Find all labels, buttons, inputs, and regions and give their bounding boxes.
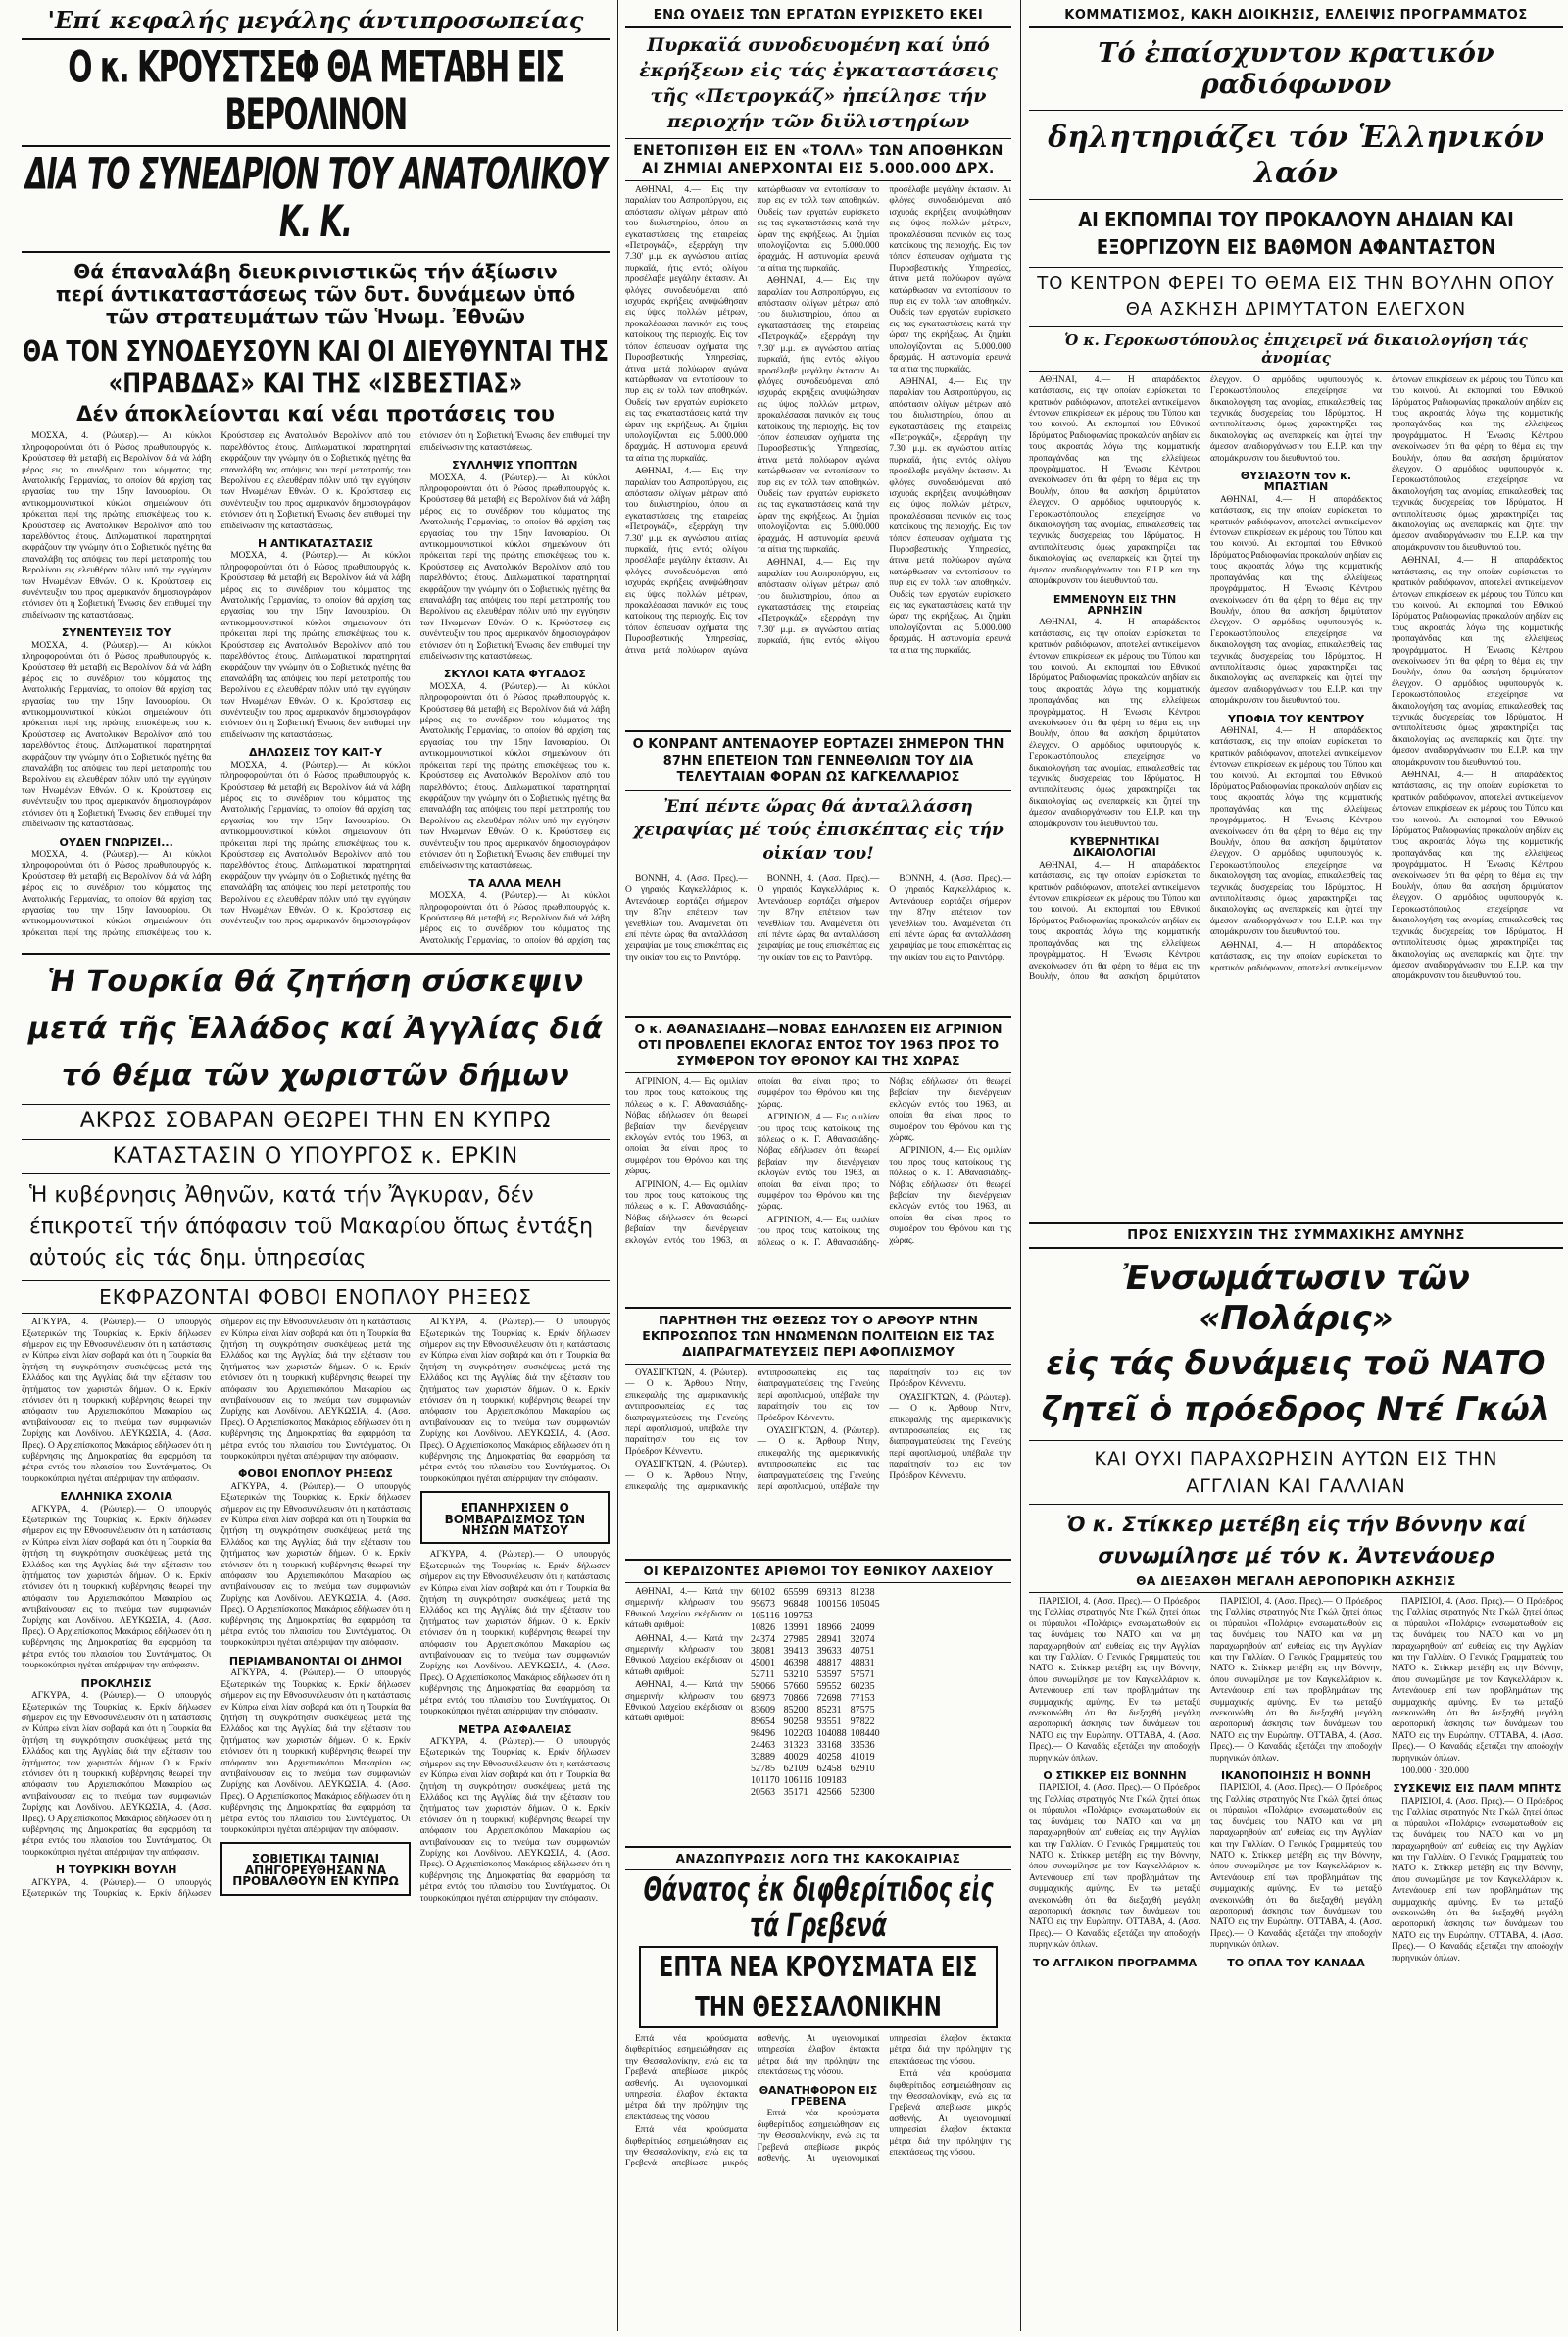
col1-subhead: Η ΤΟΥΡΚΙΚΗ ΒΟΥΛΗ — [55, 1864, 177, 1877]
col1-story-1-body-e: ΜΟΣΧΑ, 4. (Ρώυτερ).— Αι κύκλοι πληροφορούνται ότι ό Ρώσος πρωθυπουργός κ. Κρούστσεφ θά μεταβή εις Βερολίνον διά νά λάβη μέρος εις το συνέδριον του κόμματος της Ανατολικής Γερμανίας, το οποίον θά αρχίση τας εργασίας του την 15ην Ιανουαρίου. Οι αντικομμουνιστικοί κύκλοι σημειώνουν ότι πρόκειται περί της πρώτης επισκέψεως του κ. Κρούστσεφ εις Ανατολικόν Βερολίνον από του παρελθόντος έτους. Διπλωματικοί παρατηρηταί εκφράζουν την γνώμην ότι ο Σοβιετικός ηγέτης θα επαναλάβη τας απόψεις του περί μετατροπής του Βερολίνου εις ελευθέραν πόλιν υπό την εγγύησιν των Ηνωμένων Εθνών. Ο κ. Κρούστσεφ εις συνέντευξιν του προς αμερικανόν δημοσιογράφον ετόνισεν ότι η Σοβιετική Ένωσις δεν επιθυμεί την επιδείνωσιν της καταστάσεως. — [220, 431, 610, 927]
col3-headline-nato: εἰς τάς δυνάμεις τοῦ ΝΑΤΟ — [1046, 1344, 1546, 1384]
col1-story-1-body-d: ΜΟΣΧΑ, 4. (Ρώυτερ).— Αι κύκλοι πληροφορούνται ότι ό Ρώσος πρωθυπουργός κ. Κρούστσεφ θά μεταβή εις Βερολίνον διά νά λάβη μέρος εις το συνέδριον του κόμματος της Ανατολικής Γερμανίας, το οποίον θά αρχίση τας εργασίας του την 15ην Ιανουαρίου. Οι αντικομμουνιστικοί κύκλοι σημειώνουν ότι πρόκειται περί της πρώτης επισκέψεως του κ. Κρούστσεφ εις Ανατολικόν Βερολίνον από του παρελθόντος έτους. Διπλωματικοί παρατηρηταί εκφράζουν την γνώμην ότι ο Σοβιετικός ηγέτης θα επαναλάβη τας απόψεις του περί μετατροπής του Βερολίνου εις ελευθέραν πόλιν υπό την εγγύησιν των Ηνωμένων Εθνών. Ο κ. Κρούστσεφ εις συνέντευξιν του προς αμερικανόν δημοσιογράφον ετόνισεν ότι η Σοβιετική Ένωσις δεν επιθυμεί την επιδείνωσιν της καταστάσεως. — [220, 551, 411, 740]
lottery-row — [751, 1716, 884, 1728]
col1-kicker: 'Επί κεφαλής μεγάλης άντιπροσωπείας — [47, 6, 584, 34]
lottery-number: 24374 — [751, 1634, 775, 1645]
lottery-number: 108440 — [850, 1728, 880, 1739]
lottery-row — [751, 1764, 884, 1775]
col1-subhead: ΟΥΔΕΝ ΓΝΩΡΙΖΕΙ... — [59, 835, 173, 849]
col2-story-agrinion — [625, 1077, 1011, 1303]
col1-story-1-body: ΜΟΣΧΑ, 4. (Ρώυτερ).— Αι κύκλοι πληροφορούνται ότι ό Ρώσος πρωθυπουργός κ. Κρούστσεφ θά μεταβή εις Βερολίνον διά νά λάβη μέρος εις το συνέδριον του κόμματος της Ανατολικής Γερμανίας, το οποίον θά αρχίση τας εργασίας του την 15ην Ιανουαρίου. Οι αντικομμουνιστικοί κύκλοι σημειώνουν ότι πρόκειται περί της πρώτης επισκέψεως του κ. Κρούστσεφ εις Ανατολικόν Βερολίνον από του παρελθόντος έτους. Διπλωματικοί παρατηρηταί εκφράζουν την γνώμην ότι ο Σοβιετικός ηγέτης θα επαναλάβη τας απόψεις του περί μετατροπής του Βερολίνου εις ελευθέραν πόλιν υπό την εγγύησιν των Ηνωμένων Εθνών. Ο κ. Κρούστσεφ εις συνέντευξιν του προς αμερικανόν δημοσιογράφον ετόνισεν ότι η Σοβιετική Ένωσις δεν επιθυμεί την επιδείνωσιν της καταστάσεως. — [22, 431, 212, 621]
col2-lottery-intro-text: ΑΘΗΝΑΙ, 4.— Κατά την σημερινήν κλήρωσιν του Εθνικού Λαχείου εκέρδισαν οι κάτωθι αριθμοί: — [625, 1587, 743, 1631]
lottery-number: 42566 — [816, 1787, 842, 1798]
lottery-number: 60235 — [850, 1681, 875, 1692]
lottery-number: 62458 — [816, 1764, 842, 1774]
lottery-number: 10826 — [751, 1622, 775, 1633]
lottery-number: 53210 — [783, 1669, 808, 1680]
col2-story-agrinion-body-d: ΑΓΡΙΝΙΟΝ, 4.— Εις ομιλίαν του προς τους κατοίκους της πόλεως ο κ. Γ. Αθανασιάδης-Νόβας εδήλωσεν ότι θεωρεί βεβαίαν την διενέργειαν εκλογών εντός του 1963, αι οποίαι θα είναι προς το συμφέρον του Θρόνου και της χώρας. — [757, 1077, 1011, 1248]
lottery-number: 39633 — [816, 1646, 842, 1657]
lottery-number: 20563 — [751, 1787, 775, 1798]
col2-kicker-2: ΑΝΑΖΩΠΥΡΩΣΙΣ ΛΟΓΩ ΤΗΣ ΚΑΚΟΚΑΙΡΙΑΣ — [675, 1852, 961, 1865]
col3-story-radio-body-g: ΑΘΗΝΑΙ, 4.— Η απαράδεκτος κατάστασις, εις την οποίαν ευρίσκεται το κρατικόν ραδιόφωνον, αποτελεί αντικείμενον έντονων επικρίσεων εκ μέρους του Τύπου και του κοινού. Αι εκπομπαί του Εθνικού Ιδρύματος Ραδιοφωνίας προκαλούν αηδίαν εις τους ακροατάς λόγω της κομματικής προπαγάνδας και της ελλείψεως προγράμματος. Η Ένωσις Κέντρου ανεκοίνωσεν ότι θα φέρη το θέμα εις την Βουλήν, όπου θα ασκήση δριμύτατον έλεγχον. Ο αρμόδιος υφυπουργός κ. Γεροκωστόπουλος επεχείρησε να δικαιολογήση τας ανομίας, επικαλεσθείς τας τεχνικάς δυσχερείας του Ιδρύματος. Η αντιπολίτευσις όμως χαρακτηρίζει τας δικαιολογίας ως ανεπαρκείς και ζητεί την άμεσον αναδιοργάνωσιν του Ε.Ι.Ρ. και την απομάκρυνσιν του διευθυντού του. — [1392, 556, 1563, 768]
col1-story-2-body-h: ΑΓΚΥΡΑ, 4. (Ρώυτερ).— Ο υπουργός Εξωτερικών της Τουρκίας κ. Ερκίν δήλωσεν σήμερον εις την Εθνοσυνέλευσιν ότι η κατάστασις εν Κύπρω είναι λίαν σοβαρά και ότι η Τουρκία θα ζητήση τη συγκρότησιν συσκέψεως μετά της Ελλάδος και της Αγγλίας διά την εξέτασιν του ζητήματος των χωριστών δήμων. Ο κ. Ερκίν ετόνισεν ότι η τουρκική κυβέρνησις θεωρεί την απόφασιν του Αρχιεπισκόπου Μακαρίου ως αντιβαίνουσαν εις το πνεύμα των συμφωνιών Ζυρίχης και Λονδίνου. ΛΕΥΚΩΣΙΑ, 4. (Ασσ. Πρες). Ο Αρχιεπίσκοπος Μακάριος εδήλωσεν ότι η κυβέρνησις της Δημοκρατίας θα εφαρμόση τα μέτρα εντός του πλαισίου του Συντάγματος. Οι τουρκοκύπριοι ηγέται απέρριψαν την απόφασιν. — [419, 1550, 610, 1717]
col1-subhead: ΣΥΝΕΝΤΕΥΞΙΣ ΤΟΥ — [61, 626, 172, 640]
col1-bombing-box — [420, 1491, 610, 1544]
col3-deck-6: ΘΑ ΔΙΕΞΑΧΘΗ ΜΕΓΑΛΗ ΑΕΡΟΠΟΡΙΚΗ ΑΣΚΗΣΙΣ — [1136, 1573, 1456, 1588]
lottery-number: 39413 — [783, 1646, 808, 1657]
col2-story-adenauer-body-b: ΒΟΝΝΗ, 4. (Ασσ. Πρες).— Ο γηραιός Καγκελλάριος κ. Αντενάουερ εορτάζει σήμερον την 87ην επέτειον των γενεθλίων του. Αναμένεται ότι επί πέντε ώρας θα ανταλλάσση χειραψίας με τους επισκέπτας εις την οικίαν του εις το Ραιντόρφ. — [757, 874, 880, 963]
column-middle — [625, 0, 1011, 2331]
lottery-number: 109183 — [816, 1775, 847, 1786]
col2-headline-cases: ΕΠΤΑ ΝΕΑ ΚΡΟΥΣΜΑΤΑ ΕΙΣ ΤΗΝ ΘΕΣΣΑΛΟΝΙΚΗΝ — [659, 1950, 978, 2024]
lottery-number: 28941 — [816, 1634, 842, 1645]
col3-story-radio-body-e: ΑΘΗΝΑΙ, 4.— Η απαράδεκτος κατάστασις, εις την οποίαν ευρίσκεται το κρατικόν ραδιόφωνον, αποτελεί αντικείμενον έντονων επικρίσεων εκ μέρους του Τύπου και του κοινού. Αι εκπομπαί του Εθνικού Ιδρύματος Ραδιοφωνίας προκαλούν αηδίαν εις τους ακροατάς λόγω της κομματικής προπαγάνδας και της ελλείψεως προγράμματος. Η Ένωσις Κέντρου ανεκοίνωσεν ότι θα φέρη το θέμα εις την Βουλήν, όπου θα ασκήση δριμύτατον έλεγχον. Ο αρμόδιος υφυπουργός κ. Γεροκωστόπουλος επεχείρησε να δικαιολογήση τας ανομίας, επικαλεσθείς τας τεχνικάς δυσχερείας του Ιδρύματος. Η αντιπολίτευσις όμως χαρακτηρίζει τας δικαιολογίας ως ανεπαρκείς και ζητεί την άμεσον αναδιοργάνωσιν του Ε.Ι.Ρ. και την απομάκρυνσιν του διευθυντού του. — [1210, 725, 1382, 938]
col2-story-agrinion-body-c: ΑΓΡΙΝΙΟΝ, 4.— Εις ομιλίαν του προς τους κατοίκους της πόλεως ο κ. Γ. Αθανασιάδης-Νόβας εδήλωσεν ότι θεωρεί βεβαίαν την διενέργειαν εκλογών εντός του 1963, αι οποίαι θα είναι προς το συμφέρον του Θρόνου και της χώρας. — [757, 1113, 880, 1213]
lottery-number: 40258 — [816, 1752, 842, 1763]
col1-subhead: ΔΗΛΩΣΕΙΣ ΤΟΥ ΚΑΙΤ-Υ — [249, 746, 382, 760]
col2-story-dean-body: ΟΥΑΣΙΓΚΤΩΝ, 4. (Ρώυτερ).— Ο κ. Άρθουρ Ντην, επικεφαλής της αμερικανικής αντιπροσωπείας εις τας διαπραγματεύσεις της Γενεύης περί αφοπλισμού, υπέβαλε την παραίτησίν του εις τον Πρόεδρον Κέννεντυ. — [625, 1368, 748, 1457]
lottery-row — [751, 1611, 884, 1622]
col1-subhead: ΣΥΛΛΗΨΙΣ ΥΠΟΠΤΩΝ — [452, 459, 578, 472]
lottery-row — [751, 1622, 884, 1634]
col3-story-nato — [1029, 1597, 1563, 2112]
col1-deck-2: ΘΑ ΤΟΝ ΣΥΝΟΔΕΥΣΟΥΝ ΚΑΙ ΟΙ ΔΙΕΥΘΥΝΤΑΙ ΤΗΣ «ΠΡΑΒΔΑΣ» ΚΑΙ ΤΗΣ «ΙΣΒΕΣΤΙΑΣ» — [23, 334, 609, 399]
col3-kicker-2: ΠΡΟΣ ΕΝΙΣΧΥΣΙΝ ΤΗΣ ΣΥΜΜΑΧΙΚΗΣ ΑΜΥΝΗΣ — [1127, 1227, 1465, 1243]
col3-stat-numbers: 100.000 · 320.000 — [1401, 1766, 1469, 1777]
col2-story-diphtheria-body: Επτά νέα κρούσματα διφθερίτιδος εσημειώθησαν εις την Θεσσαλονίκην, ενώ εις τα Γρεβενά απεβίωσε μικρός ασθενής. Αι υγειονομικαί υπηρεσίαι έλαβον έκτακτα μέτρα διά την πρόληψιν της επεκτάσεως της νόσου. — [625, 2034, 748, 2122]
lottery-number: 62109 — [783, 1764, 808, 1774]
lottery-number: 81238 — [850, 1587, 875, 1598]
lottery-number: 85231 — [816, 1705, 842, 1715]
lottery-number: 96848 — [783, 1599, 808, 1610]
col1-story-2-body-d: ΑΓΚΥΡΑ, 4. (Ρώυτερ).— Ο υπουργός Εξωτερικών της Τουρκίας κ. Ερκίν δήλωσεν σήμερον εις την Εθνοσυνέλευσιν ότι η κατάστασις εν Κύπρω είναι λίαν σοβαρά και ότι η Τουρκία θα ζητήση τη συγκρότησιν συσκέψεως μετά της Ελλάδος και της Αγγλίας διά την εξέτασιν του ζητήματος των χωριστών δήμων. Ο κ. Ερκίν ετόνισεν ότι η τουρκική κυβέρνησις θεωρεί την απόφασιν του Αρχιεπισκόπου Μακαρίου ως αντιβαίνουσαν εις το πνεύμα των συμφωνιών Ζυρίχης και Λονδίνου. ΛΕΥΚΩΣΙΑ, 4. (Ασσ. Πρες). Ο Αρχιεπίσκοπος Μακάριος εδήλωσεν ότι η κυβέρνησις της Δημοκρατίας θα εφαρμόση τα μέτρα εντός του πλαισίου του Συντάγματος. Οι τουρκοκύπριοι ηγέται απέρριψαν την απόφασιν. — [22, 1318, 411, 1900]
col2-deck-handshakes: Ἐπί πέντε ὥρας θά ἀνταλλάσση χειραψίας μέ τούς ἐπισκέπτας εἰς τήν οἰκίαν του! — [633, 797, 1004, 864]
col1-soviet-films-title: ΣΟΒΙΕΤΙΚΑΙ ΤΑΙΝΙΑΙ ΑΠΗΓΟΡΕΥΘΗΣΑΝ ΝΑ ΠΡΟΒΑΛΘΟΥΝ ΕΝ ΚΥΠΡΩ — [232, 1852, 399, 1889]
lottery-number — [851, 1611, 884, 1622]
col1-story-1 — [22, 431, 610, 949]
lottery-number: 33536 — [850, 1740, 875, 1751]
col2-story-adenauer-body-c: ΒΟΝΝΗ, 4. (Ασσ. Πρες).— Ο γηραιός Καγκελλάριος κ. Αντενάουερ εορτάζει σήμερον την 87ην επέτειον των γενεθλίων του. Αναμένεται ότι επί πέντε ώρας θα ανταλλάσση χειραψίας με τους επισκέπτας εις την οικίαν του εις το Ραιντόρφ. — [889, 874, 1011, 963]
col3-deck-3: Ὁ κ. Γεροκωστόπουλος ἐπιχειρεῖ νά δικαιολογήση τάς ἀνομίας — [1064, 330, 1528, 367]
lottery-number: 70866 — [783, 1693, 808, 1704]
col1-story-2-body-f: ΑΓΚΥΡΑ, 4. (Ρώυτερ).— Ο υπουργός Εξωτερικών της Τουρκίας κ. Ερκίν δήλωσεν σήμερον εις την Εθνοσυνέλευσιν ότι η κατάστασις εν Κύπρω είναι λίαν σοβαρά και ότι η Τουρκία θα ζητήση τη συγκρότησιν συσκέψεως μετά της Ελλάδος και της Αγγλίας διά την εξέτασιν του ζητήματος των χωριστών δήμων. Ο κ. Ερκίν ετόνισεν ότι η τουρκική κυβέρνησις θεωρεί την απόφασιν του Αρχιεπισκόπου Μακαρίου ως αντιβαίνουσαν εις το πνεύμα των συμφωνιών Ζυρίχης και Λονδίνου. ΛΕΥΚΩΣΙΑ, 4. (Ασσ. Πρες). Ο Αρχιεπίσκοπος Μακάριος εδήλωσεν ότι η κυβέρνησις της Δημοκρατίας θα εφαρμόση τα μέτρα εντός του πλαισίου του Συντάγματος. Οι τουρκοκύπριοι ηγέται απέρριψαν την απόφασιν. — [220, 1668, 411, 1835]
col1-subhead: ΣΚΥΛΟΙ ΚΑΤΑ ΦΥΓΑΔΟΣ — [443, 668, 586, 681]
lottery-number: 69313 — [816, 1587, 842, 1598]
col3-story-radio-body-d: ΑΘΗΝΑΙ, 4.— Η απαράδεκτος κατάστασις, εις την οποίαν ευρίσκεται το κρατικόν ραδιόφωνον, αποτελεί αντικείμενον έντονων επικρίσεων εκ μέρους του Τύπου και του κοινού. Αι εκπομπαί του Εθνικού Ιδρύματος Ραδιοφωνίας προκαλούν αηδίαν εις τους ακροατάς λόγω της κομματικής προπαγάνδας και της ελλείψεως προγράμματος. Η Ένωσις Κέντρου ανεκοίνωσεν ότι θα φέρη το θέμα εις την Βουλήν, όπου θα ασκήση δριμύτατον έλεγχον. Ο αρμόδιος υφυπουργός κ. Γεροκωστόπουλος επεχείρησε να δικαιολογήση τας ανομίας, επικαλεσθείς τας τεχνικάς δυσχερείας του Ιδρύματος. Η αντιπολίτευσις όμως χαρακτηρίζει τας δικαιολογίας ως ανεπαρκείς και ζητεί την άμεσον αναδιοργάνωσιν του Ε.Ι.Ρ. και την απομάκρυνσιν του διευθυντού του. — [1210, 494, 1382, 707]
lottery-row — [751, 1669, 884, 1681]
col1-subhead: Η ΑΝΤΙΚΑΤΑΣΤΑΣΙΣ — [257, 536, 374, 550]
lottery-number: 72698 — [816, 1693, 842, 1704]
col1-story-2-body-i: ΑΓΚΥΡΑ, 4. (Ρώυτερ).— Ο υπουργός Εξωτερικών της Τουρκίας κ. Ερκίν δήλωσεν σήμερον εις την Εθνοσυνέλευσιν ότι η κατάστασις εν Κύπρω είναι λίαν σοβαρά και ότι η Τουρκία θα ζητήση τη συγκρότησιν συσκέψεως μετά της Ελλάδος και της Αγγλίας διά την εξέτασιν του ζητήματος των χωριστών δήμων. Ο κ. Ερκίν ετόνισεν ότι η τουρκική κυβέρνησις θεωρεί την απόφασιν του Αρχιεπισκόπου Μακαρίου ως αντιβαίνουσαν εις το πνεύμα των συμφωνιών Ζυρίχης και Λονδίνου. ΛΕΥΚΩΣΙΑ, 4. (Ασσ. Πρες). Ο Αρχιεπίσκοπος Μακάριος εδήλωσεν ότι η κυβέρνησις της Δημοκρατίας θα εφαρμόση τα μέτρα εντός του πλαισίου του Συντάγματος. Οι τουρκοκύπριοι ηγέται απέρριψαν την απόφασιν. — [419, 1736, 610, 1904]
col3-subhead: ΚΥΒΕΡΝΗΤΙΚΑΙ ΔΙΚΑΙΟΛΟΓΙΑΙ — [1069, 835, 1160, 860]
lottery-number: 90258 — [783, 1716, 808, 1727]
col2-deck-2: ΑΙ ΖΗΜΙΑΙ ΑΝΕΡΧΟΝΤΑΙ ΕΙΣ 5.000.000 ΔΡΧ. — [642, 161, 995, 176]
lottery-row — [751, 1658, 884, 1669]
lottery-row — [751, 1681, 884, 1693]
col3-stat-2: 320.000 — [1439, 1766, 1469, 1777]
column-left — [22, 0, 610, 2331]
col1-subhead: ΜΕΤΡΑ ΑΣΦΑΛΕΙΑΣ — [458, 1722, 572, 1736]
col2-story-diphtheria — [625, 2034, 1011, 2211]
col3-kicker: ΚΟΜΜΑΤΙΣΜΟΣ, ΚΑΚΗ ΔΙΟΙΚΗΣΙΣ, ΕΛΛΕΙΨΙΣ ΠΡΟΓΡΑΜΜΑΤΟΣ — [1064, 8, 1528, 23]
lottery-number: 52300 — [850, 1787, 875, 1798]
lottery-number: 87575 — [850, 1705, 875, 1715]
lottery-number: 40751 — [850, 1646, 875, 1657]
col2-box-dean: ΠΑΡΗΤΗΘΗ ΤΗΣ ΘΕΣΕΩΣ ΤΟΥ Ο ΑΡΘΟΥΡ ΝΤΗΝ ΕΚΠΡΟΣΩΠΟΣ ΤΩΝ ΗΝΩΜΕΝΩΝ ΠΟΛΙΤΕΙΩΝ ΕΙΣ ΤΑΣ ΔΙΑΠΡΑΓΜΑΤΕΥΣΕΙΣ ΠΕΡΙ ΑΦΟΠΛΙΣΜΟΥ — [642, 1313, 995, 1359]
lottery-number: 13991 — [783, 1622, 808, 1633]
lottery-number: 46398 — [783, 1658, 808, 1668]
col2-story-dean-body-c: ΟΥΑΣΙΓΚΤΩΝ, 4. (Ρώυτερ).— Ο κ. Άρθουρ Ντην, επικεφαλής της αμερικανικής αντιπροσωπείας εις τας διαπραγματεύσεις της Γενεύης περί αφοπλισμού, υπέβαλε την παραίτησίν του εις τον Πρόεδρον Κέννεντυ. — [757, 1368, 1011, 1493]
col2-subhead-grevena: ΘΑΝΑΤΗΦΟΡΟΝ ΕΙΣ ΓΡΕΒΕΝΑ — [759, 2083, 878, 2109]
lottery-number: 57660 — [783, 1681, 808, 1692]
lottery-number: 83609 — [751, 1705, 775, 1715]
col1-soviet-films-box — [220, 1842, 410, 1895]
lottery-number: 24463 — [751, 1740, 775, 1751]
lottery-number: 48817 — [816, 1658, 842, 1668]
col1-story-2-body-b: ΑΓΚΥΡΑ, 4. (Ρώυτερ).— Ο υπουργός Εξωτερικών της Τουρκίας κ. Ερκίν δήλωσεν σήμερον εις την Εθνοσυνέλευσιν ότι η κατάστασις εν Κύπρω είναι λίαν σοβαρά και ότι η Τουρκία θα ζητήση τη συγκρότησιν συσκέψεως μετά της Ελλάδος και της Αγγλίας διά την εξέτασιν του ζητήματος των χωριστών δήμων. Ο κ. Ερκίν ετόνισεν ότι η τουρκική κυβέρνησις θεωρεί την απόφασιν του Αρχιεπισκόπου Μακαρίου ως αντιβαίνουσαν εις το πνεύμα των συμφωνιών Ζυρίχης και Λονδίνου. ΛΕΥΚΩΣΙΑ, 4. (Ασσ. Πρες). Ο Αρχιεπίσκοπος Μακάριος εδήλωσεν ότι η κυβέρνησις της Δημοκρατίας θα εφαρμόση τα μέτρα εντός του πλαισίου του Συντάγματος. Οι τουρκοκύπριοι ηγέται απέρριψαν την απόφασιν. — [22, 1504, 212, 1671]
lottery-number: 95673 — [751, 1599, 775, 1610]
col3-headline-degaulle: ζητεῖ ὁ πρόεδρος Ντέ Γκώλ — [1041, 1390, 1551, 1430]
col1-headline-turkey: Ἡ Τουρκία θά ζητήση σύσκεψιν μετά τῆς Ἑλλάδος καί Ἀγγλίας διά τό θέμα τῶν χωριστῶν δήμων — [27, 965, 604, 1094]
col2-deck-1: ΕΝΕΤΟΠΙΣΘΗ ΕΙΣ ΕΝ «ΤΟΛΛ» ΤΩΝ ΑΠΟΘΗΚΩΝ — [633, 143, 1004, 159]
lottery-number: 18966 — [816, 1622, 842, 1633]
lottery-number: 59066 — [751, 1681, 775, 1692]
col1-subhead: ΦΟΒΟΙ ΕΝΟΠΛΟΥ ΡΗΞΕΩΣ — [238, 1467, 393, 1481]
lottery-number: 97822 — [850, 1716, 875, 1727]
col1-story-2-body-e: ΑΓΚΥΡΑ, 4. (Ρώυτερ).— Ο υπουργός Εξωτερικών της Τουρκίας κ. Ερκίν δήλωσεν σήμερον εις την Εθνοσυνέλευσιν ότι η κατάστασις εν Κύπρω είναι λίαν σοβαρά και ότι η Τουρκία θα ζητήση τη συγκρότησιν συσκέψεως μετά της Ελλάδος και της Αγγλίας διά την εξέτασιν του ζητήματος των χωριστών δήμων. Ο κ. Ερκίν ετόνισεν ότι η τουρκική κυβέρνησις θεωρεί την απόφασιν του Αρχιεπισκόπου Μακαρίου ως αντιβαίνουσαν εις το πνεύμα των συμφωνιών Ζυρίχης και Λονδίνου. ΛΕΥΚΩΣΙΑ, 4. (Ασσ. Πρες). Ο Αρχιεπίσκοπος Μακάριος εδήλωσεν ότι η κυβέρνησις της Δημοκρατίας θα εφαρμόση τα μέτρα εντός του πλαισίου του Συντάγματος. Οι τουρκοκύπριοι ηγέται απέρριψαν την απόφασιν. — [220, 1481, 411, 1649]
col2-story-dean-body-b: ΟΥΑΣΙΓΚΤΩΝ, 4. (Ρώυτερ).— Ο κ. Άρθουρ Ντην, επικεφαλής της αμερικανικής αντιπροσωπείας εις τας διαπραγματεύσεις της Γενεύης περί αφοπλισμού, υπέβαλε την παραίτησίν του εις τον Πρόεδρον Κέννεντυ. — [625, 1368, 880, 1493]
col2-headline-diphtheria: Θάνατος ἐκ διφθερίτιδος εἰς τά Γρεβενά — [643, 1870, 994, 1943]
col3-story-radio-body-c: ΑΘΗΝΑΙ, 4.— Η απαράδεκτος κατάστασις, εις την οποίαν ευρίσκεται το κρατικόν ραδιόφωνον, αποτελεί αντικείμενον έντονων επικρίσεων εκ μέρους του Τύπου και του κοινού. Αι εκπομπαί του Εθνικού Ιδρύματος Ραδιοφωνίας προκαλούν αηδίαν εις τους ακροατάς λόγω της κομματικής προπαγάνδας και της ελλείψεως προγράμματος. Η Ένωσις Κέντρου ανεκοίνωσεν ότι θα φέρη το θέμα εις την Βουλήν, όπου θα ασκήση δριμύτατον έλεγχον. Ο αρμόδιος υφυπουργός κ. Γεροκωστόπουλος επεχείρησε να δικαιολογήση τας ανομίας, επικαλεσθείς τας τεχνικάς δυσχερείας του Ιδρύματος. Η αντιπολίτευσις όμως χαρακτηρίζει τας δικαιολογίας ως ανεπαρκείς και ζητεί την άμεσον αναδιοργάνωσιν του Ε.Ι.Ρ. και την απομάκρυνσιν του διευθυντού του. — [1029, 374, 1382, 982]
lottery-row — [751, 1752, 884, 1764]
lottery-number: 35171 — [783, 1787, 808, 1798]
col3-subhead: ΙΚΑΝΟΠΟΙΗΣΙΣ Η ΒΟΝΝΗ — [1221, 1769, 1371, 1783]
col2-box-thessaloniki — [639, 1946, 998, 2028]
col1-subhead: ΠΕΡΙΑΜΒΑΝΟΝΤΑΙ ΟΙ ΔΗΜΟΙ — [228, 1654, 403, 1667]
col3-story-radio — [1029, 375, 1563, 1218]
lottery-number: 48831 — [850, 1658, 875, 1668]
col2-story-agrinion-body-b: ΑΓΡΙΝΙΟΝ, 4.— Εις ομιλίαν του προς τους κατοίκους της πόλεως ο κ. Γ. Αθανασιάδης-Νόβας εδήλωσεν ότι θεωρεί βεβαίαν την διενέργειαν εκλογών εντός του 1963, αι οποίαι θα είναι προς το συμφέρον του Θρόνου και της χώρας. — [625, 1077, 880, 1246]
col1-headline-congress: ΔΙΑ ΤΟ ΣΥΝΕΔΡΙΟΝ ΤΟΥ ΑΝΑΤΟΛΙΚΟΥ Κ. Κ. — [24, 147, 607, 247]
lottery-number — [817, 1611, 851, 1622]
col3-story-radio-body-b: ΑΘΗΝΑΙ, 4.— Η απαράδεκτος κατάστασις, εις την οποίαν ευρίσκεται το κρατικόν ραδιόφωνον, αποτελεί αντικείμενον έντονων επικρίσεων εκ μέρους του Τύπου και του κοινού. Αι εκπομπαί του Εθνικού Ιδρύματος Ραδιοφωνίας προκαλούν αηδίαν εις τους ακροατάς λόγω της κομματικής προπαγάνδας και της ελλείψεως προγράμματος. Η Ένωσις Κέντρου ανεκοίνωσεν ότι θα φέρη το θέμα εις την Βουλήν, όπου θα ασκήση δριμύτατον έλεγχον. Ο αρμόδιος υφυπουργός κ. Γεροκωστόπουλος επεχείρησε να δικαιολογήση τας ανομίας, επικαλεσθείς τας τεχνικάς δυσχερείας του Ιδρύματος. Η αντιπολίτευσις όμως χαρακτηρίζει τας δικαιολογίας ως ανεπαρκείς και ζητεί την άμεσον αναδιοργάνωσιν του Ε.Ι.Ρ. και την απομάκρυνσιν του διευθυντού του. — [1029, 618, 1200, 829]
lottery-row — [751, 1705, 884, 1716]
lottery-number: 105045 — [850, 1599, 880, 1610]
col2-lottery-intro-text-b: ΑΘΗΝΑΙ, 4.— Κατά την σημερινήν κλήρωσιν του Εθνικού Λαχείου εκέρδισαν οι κάτωθι αριθμοί: — [625, 1633, 743, 1677]
col2-story-fire-body-b: ΑΘΗΝΑΙ, 4.— Εις την παραλίαν του Ασπροπύργου, εις απόστασιν ολίγων μέτρων από του διυλιστηρίου, όπου αι εγκαταστάσεις της εταιρείας «Πετρογκάζ», εξερράγη την 7.30' μ.μ. εκ αγνώστου αιτίας πυρκαϊά, ήτις εντός ολίγου προσέλαβε μεγάλην έκτασιν. Αι φλόγες συνοδευόμεναι από ισχυράς εκρήξεις ανυψώθησαν εις ύψος πολλών μέτρων, προκαλέσασαι πανικόν εις τους κατοίκους της περιοχής. Εις τον τόπον έσπευσαν οχήματα της Πυροσβεστικής Υπηρεσίας, άτινα μετά πολύωρον αγώνα κατώρθωσαν να εντοπίσουν το πυρ εις εν τολλ των αποθηκών. Ουδείς των εργατών ευρίσκετο εις τας εγκαταστάσεις κατά την ώραν της εκρήξεως. Αι ζημίαι υπολογίζονται εις 5.000.000 δραχμάς. Η αστυνομία ερευνά τα αίτια της πυρκαϊάς. — [625, 185, 880, 656]
col2-story-adenauer — [625, 874, 1011, 1012]
col3-subhead: ΤΟ ΟΠΛΑ ΤΟΥ ΚΑΝΑΔΑ — [1227, 1956, 1365, 1969]
col2-story-dean — [625, 1368, 1011, 1555]
col3-subhead: ΕΜΜΕΝΟΥΝ ΕΙΣ ΤΗΝ ΑΡΝΗΣΙΝ — [1053, 592, 1177, 617]
col3-subhead: ΤΟ ΑΓΓΛΙΚΟΝ ΠΡΟΓΡΑΜΜΑ — [1032, 1956, 1198, 1969]
col3-headline-poisons: δηλητηριάζει τόν Ἑλληνικόν λαόν — [1048, 120, 1544, 190]
col1-story-1-body-h: ΜΟΣΧΑ, 4. (Ρώυτερ).— Αι κύκλοι πληροφορούνται ότι ό Ρώσος πρωθυπουργός κ. Κρούστσεφ θά μεταβή εις Βερολίνον διά νά λάβη μέρος εις το συνέδριον του κόμματος της Ανατολικής Γερμανίας, το οποίον θά αρχίση τας — [419, 891, 610, 946]
col1-story-1-body-c: ΜΟΣΧΑ, 4. (Ρώυτερ).— Αι κύκλοι πληροφορούνται ότι ό Ρώσος πρωθυπουργός κ. Κρούστσεφ θά μεταβή εις Βερολίνον διά νά λάβη μέρος εις το συνέδριον του κόμματος της Ανατολικής Γερμανίας, το οποίον θά αρχίση τας εργασίας του την 15ην Ιανουαρίου. Οι αντικομμουνιστικοί κύκλοι σημειώνουν ότι πρόκειται περί της πρώτης επισκέψεως του κ. Κρούστσεφ εις Ανατολικόν Βερολίνον από του παρελθόντος έτους. Διπλωματικοί παρατηρηταί εκφράζουν την γνώμην ότι ο Σοβιετικός ηγέτης θα επαναλάβη τας απόψεις του περί μετατροπής του Βερολίνου εις ελευθέραν πόλιν υπό την εγγύησιν των Ηνωμένων Εθνών. Ο κ. Κρούστσεφ εις συνέντευξιν του προς αμερικανόν δημοσιογράφον ετόνισεν ότι η Σοβιετική Ένωσις δεν επιθυμεί την επιδείνωσιν της καταστάσεως. — [22, 431, 411, 938]
lottery-number: 57571 — [850, 1669, 875, 1680]
col3-story-nato-body-d: ΠΑΡΙΣΙΟΙ, 4. (Ασσ. Πρες).— Ο Πρόεδρος της Γαλλίας στρατηγός Ντε Γκώλ ζητεί όπως οι πύραυλοι «Πολάρις» ενσωματωθούν εις τας δυνάμεις του ΝΑΤΟ και να μη παραχωρηθούν απ' ευθείας εις την Αγγλίαν και την Γαλλίαν. Ο Γενικός Γραμματεύς του ΝΑΤΟ κ. Στίκκερ μετέβη εις την Βόννην, όπου συνωμίλησε με τον Καγκελλάριον κ. Αντενάουερ επί των προβλημάτων της συμμαχικής αμύνης. Εν τω μεταξύ ανεκοινώθη ότι θα διεξαχθή μεγάλη αεροπορική άσκησις των δυνάμεων του ΝΑΤΟ εις την Ευρώπην. ΟΤΤΑΒΑ, 4. (Ασσ. Πρες).— Ο Καναδάς εξετάζει την αποδοχήν πυρηνικών όπλων. — [1210, 1783, 1382, 1951]
lottery-number: 38081 — [751, 1646, 775, 1657]
col3-deck-4: ΚΑΙ ΟΥΧΙ ΠΑΡΑΧΩΡΗΣΙΝ ΑΥΤΩΝ ΕΙΣ ΤΗΝ ΑΓΓΛΙΑΝ ΚΑΙ ΓΑΛΛΙΑΝ — [1094, 1447, 1498, 1497]
lottery-number: 93551 — [816, 1716, 842, 1727]
col1-bombing-title: ΕΠΑΝΗΡΧΙΣΕΝ Ο ΒΟΜΒΑΡΔΙΣΜΟΣ ΤΩΝ ΝΗΣΩΝ ΜΑΤΣΟΥ — [444, 1501, 586, 1538]
col2-story-fire-body-e: ΑΘΗΝΑΙ, 4.— Εις την παραλίαν του Ασπροπύργου, εις απόστασιν ολίγων μέτρων από του διυλιστηρίου, όπου αι εγκαταστάσεις της εταιρείας «Πετρογκάζ», εξερράγη την 7.30' μ.μ. εκ αγνώστου αιτίας πυρκαϊά, ήτις εντός ολίγου προσέλαβε μεγάλην έκτασιν. Αι φλόγες συνοδευόμεναι από ισχυράς εκρήξεις ανυψώθησαν εις ύψος πολλών μέτρων, προκαλέσασαι πανικόν εις τους κατοίκους της περιοχής. Εις τον τόπον έσπευσαν οχήματα της Πυροσβεστικής Υπηρεσίας, άτινα μετά πολύωρον αγώνα κατώρθωσαν να εντοπίσουν το πυρ εις εν τολλ των αποθηκών. Ουδείς των εργατών ευρίσκετο εις τας εγκαταστάσεις κατά την ώραν της εκρήξεως. Αι ζημίαι υπολογίζονται εις 5.000.000 δραχμάς. Η αστυνομία ερευνά τα αίτια της πυρκαϊάς. — [889, 376, 1011, 656]
col2-story-fire-body: ΑΘΗΝΑΙ, 4.— Εις την παραλίαν του Ασπροπύργου, εις απόστασιν ολίγων μέτρων από του διυλιστηρίου, όπου αι εγκαταστάσεις της εταιρείας «Πετρογκάζ», εξερράγη την 7.30' μ.μ. εκ αγνώστου αιτίας πυρκαϊά, ήτις εντός ολίγου προσέλαβε μεγάλην έκτασιν. Αι φλόγες συνοδευόμεναι από ισχυράς εκρήξεις ανυψώθησαν εις ύψος πολλών μέτρων, προκαλέσασαι πανικόν εις τους κατοίκους της περιοχής. Εις τον τόπον έσπευσαν οχήματα της Πυροσβεστικής Υπηρεσίας, άτινα μετά πολύωρον αγώνα κατώρθωσαν να εντοπίσουν το πυρ εις εν τολλ των αποθηκών. Ουδείς των εργατών ευρίσκετο εις τας εγκαταστάσεις κατά την ώραν της εκρήξεως. Αι ζημίαι υπολογίζονται εις 5.000.000 δραχμάς. Η αστυνομία ερευνά τα αίτια της πυρκαϊάς. — [625, 185, 748, 464]
col2-story-diphtheria-body-b: Επτά νέα κρούσματα διφθερίτιδος εσημειώθησαν εις την Θεσσαλονίκην, ενώ εις τα Γρεβενά απεβίωσε μικρός ασθενής. Αι υγειονομικαί υπηρεσίαι έλαβον έκτακτα μέτρα διά την πρόληψιν της επεκτάσεως της νόσου. — [625, 2034, 880, 2169]
lottery-row — [751, 1634, 884, 1646]
col2-story-diphtheria-body-c: Επτά νέα κρούσματα διφθερίτιδος εσημειώθησαν εις την Θεσσαλονίκην, ενώ εις τα Γρεβενά απεβίωσε μικρός ασθενής. Αι υγειονομικαί υπηρεσίαι έλαβον έκτακτα μέτρα διά την πρόληψιν της επεκτάσεως της νόσου. — [757, 2034, 1011, 2164]
lottery-number: 62910 — [850, 1764, 875, 1774]
col2-lottery-table — [751, 1587, 884, 1842]
lottery-number: 106116 — [783, 1775, 813, 1786]
col3-stat-1: 100.000 — [1401, 1766, 1432, 1777]
column-rule-1 — [617, 0, 618, 2331]
col2-story-diphtheria-body-d: Επτά νέα κρούσματα διφθερίτιδος εσημειώθησαν εις την Θεσσαλονίκην, ενώ εις τα Γρεβενά απεβίωσε μικρός ασθενής. Αι υγειονομικαί υπηρεσίαι έλαβον έκτακτα μέτρα διά την πρόληψιν της επεκτάσεως της νόσου. — [889, 2069, 1011, 2159]
col2-story-agrinion-body: ΑΓΡΙΝΙΟΝ, 4.— Εις ομιλίαν του προς τους κατοίκους της πόλεως ο κ. Γ. Αθανασιάδης-Νόβας εδήλωσεν ότι θεωρεί βεβαίαν την διενέργειαν εκλογών εντός του 1963, αι οποίαι θα είναι προς το συμφέρον του Θρόνου και της χώρας. — [625, 1077, 748, 1177]
lottery-number: 31323 — [783, 1740, 808, 1751]
col2-kicker: ΕΝΩ ΟΥΔΕΙΣ ΤΩΝ ΕΡΓΑΤΩΝ ΕΥΡΙΣΚΕΤΟ ΕΚΕΙ — [653, 8, 984, 23]
col2-story-fire-body-c: ΑΘΗΝΑΙ, 4.— Εις την παραλίαν του Ασπροπύργου, εις απόστασιν ολίγων μέτρων από του διυλιστηρίου, όπου αι εγκαταστάσεις της εταιρείας «Πετρογκάζ», εξερράγη την 7.30' μ.μ. εκ αγνώστου αιτίας πυρκαϊά, ήτις εντός ολίγου προσέλαβε μεγάλην έκτασιν. Αι φλόγες συνοδευόμεναι από ισχυράς εκρήξεις ανυψώθησαν εις ύψος πολλών μέτρων, προκαλέσασαι πανικόν εις τους κατοίκους της περιοχής. Εις τον τόπον έσπευσαν οχήματα της Πυροσβεστικής Υπηρεσίας, άτινα μετά πολύωρον αγώνα κατώρθωσαν να εντοπίσουν το πυρ εις εν τολλ των αποθηκών. Ουδείς των εργατών ευρίσκετο εις τας εγκαταστάσεις κατά την ώραν της εκρήξεως. Αι ζημίαι υπολογίζονται εις 5.000.000 δραχμάς. Η αστυνομία ερευνά τα αίτια της πυρκαϊάς. — [757, 276, 880, 555]
lottery-number: 89654 — [751, 1716, 775, 1727]
col1-subhead: ΠΡΟΚΛΗΣΙΣ — [80, 1676, 152, 1690]
lottery-row — [751, 1587, 884, 1599]
lottery-number: 100156 — [816, 1599, 847, 1610]
col1-deck-3: Δέν άποκλείονται καί νέαι προτάσεις του — [76, 402, 555, 426]
lottery-number: 24099 — [850, 1622, 875, 1633]
col2-headline-fire: Πυρκαϊά συνοδευομένη καί ὑπό ἐκρήξεων εἰς τάς ἐγκαταστάσεις τῆς «Πετρογκάζ» ἠπείλησε τήν περιοχήν τῶν διϋλιστηρίων — [639, 34, 998, 132]
lottery-row — [751, 1693, 884, 1705]
col2-lottery-title: ΟΙ ΚΕΡΔΙΖΟΝΤΕΣ ΑΡΙΘΜΟΙ ΤΟΥ ΕΘΝΙΚΟΥ ΛΑΧΕΙΟΥ — [643, 1565, 994, 1578]
lottery-number: 59552 — [816, 1681, 842, 1692]
lottery-row — [751, 1740, 884, 1752]
col3-headline-radio: Τό ἐπαίσχυντον κρατικόν ραδιόφωνον — [1098, 38, 1494, 101]
col2-story-adenauer-body: ΒΟΝΝΗ, 4. (Ασσ. Πρες).— Ο γηραιός Καγκελλάριος κ. Αντενάουερ εορτάζει σήμερον την 87ην επέτειον των γενεθλίων του. Αναμένεται ότι επί πέντε ώρας θα ανταλλάσση χειραψίας με τους επισκέπτας εις την οικίαν του εις το Ραιντόρφ. — [625, 874, 748, 963]
lottery-number: 102203 — [783, 1728, 813, 1739]
lottery-number: 101170 — [751, 1775, 780, 1786]
column-rule-2 — [1020, 0, 1021, 2331]
col1-deck-1: Θά έπαναλάβη διευκρινιστικῶς τήν άξίωσιν περί άντικαταστάσεως τῶν δυτ. δυνάμεων ὑπό τῶν στρατευμάτων τῶν Ἡνωμ. Ἐθνῶν — [55, 260, 576, 329]
col1-thin-1: ΑΚΡΩΣ ΣΟΒΑΡΑΝ ΘΕΩΡΕΙ ΤΗΝ ΕΝ ΚΥΠΡΩ — [79, 1109, 552, 1134]
col3-story-nato-body-c: ΠΑΡΙΣΙΟΙ, 4. (Ασσ. Πρες).— Ο Πρόεδρος της Γαλλίας στρατηγός Ντε Γκώλ ζητεί όπως οι πύραυλοι «Πολάρις» ενσωματωθούν εις τας δυνάμεις του ΝΑΤΟ και να μη παραχωρηθούν απ' ευθείας εις την Αγγλίαν και την Γαλλίαν. Ο Γενικός Γραμματεύς του ΝΑΤΟ κ. Στίκκερ μετέβη εις την Βόννην, όπου συνωμίλησε με τον Καγκελλάριον κ. Αντενάουερ επί των προβλημάτων της συμμαχικής αμύνης. Εν τω μεταξύ ανεκοινώθη ότι θα διεξαχθή μεγάλη αεροπορική άσκησις των δυνάμεων του ΝΑΤΟ εις την Ευρώπην. ΟΤΤΑΒΑ, 4. (Ασσ. Πρες).— Ο Καναδάς εξετάζει την αποδοχήν πυρηνικών όπλων. — [1210, 1596, 1382, 1764]
col3-story-nato-body-f: ΠΑΡΙΣΙΟΙ, 4. (Ασσ. Πρες).— Ο Πρόεδρος της Γαλλίας στρατηγός Ντε Γκώλ ζητεί όπως οι πύραυλοι «Πολάρις» ενσωματωθούν εις τας δυνάμεις του ΝΑΤΟ και να μη παραχωρηθούν απ' ευθείας εις την Αγγλίαν και την Γαλλίαν. Ο Γενικός Γραμματεύς του ΝΑΤΟ κ. Στίκκερ μετέβη εις την Βόννην, όπου συνωμίλησε με τον Καγκελλάριον κ. Αντενάουερ επί των προβλημάτων της συμμαχικής αμύνης. Εν τω μεταξύ ανεκοινώθη ότι θα διεξαχθή μεγάλη αεροπορική άσκησις των δυνάμεων του ΝΑΤΟ εις την Ευρώπην. ΟΤΤΑΒΑ, 4. (Ασσ. Πρες).— Ο Καναδάς εξετάζει την αποδοχήν πυρηνικών όπλων. — [1392, 1796, 1563, 1964]
lottery-number: 105116 — [751, 1611, 780, 1621]
col3-story-nato-body-b: ΠΑΡΙΣΙΟΙ, 4. (Ασσ. Πρες).— Ο Πρόεδρος της Γαλλίας στρατηγός Ντε Γκώλ ζητεί όπως οι πύραυλοι «Πολάρις» ενσωματωθούν εις τας δυνάμεις του ΝΑΤΟ και να μη παραχωρηθούν απ' ευθείας εις την Αγγλίαν και την Γαλλίαν. Ο Γενικός Γραμματεύς του ΝΑΤΟ κ. Στίκκερ μετέβη εις την Βόννην, όπου συνωμίλησε με τον Καγκελλάριον κ. Αντενάουερ επί των προβλημάτων της συμμαχικής αμύνης. Εν τω μεταξύ ανεκοινώθη ότι θα διεξαχθή μεγάλη αεροπορική άσκησις των δυνάμεων του ΝΑΤΟ εις την Ευρώπην. ΟΤΤΑΒΑ, 4. (Ασσ. Πρες).— Ο Καναδάς εξετάζει την αποδοχήν πυρηνικών όπλων. — [1029, 1783, 1200, 1951]
lottery-number: 98496 — [751, 1728, 775, 1739]
col1-subhead: ΕΛΛΗΝΙΚΑ ΣΧΟΛΙΑ — [60, 1490, 172, 1504]
lottery-number: 32074 — [850, 1634, 875, 1645]
col3-subhead: ΘΥΣΙΑΣΟΥΝ τον κ. ΜΠΑΣΤΙΑΝ — [1240, 470, 1352, 494]
col2-lottery-intro — [625, 1587, 743, 1842]
lottery-number: 33168 — [816, 1740, 842, 1751]
lottery-number: 40029 — [783, 1752, 808, 1763]
col1-thin-3: ΕΚΦΡΑΖΟΝΤΑΙ ΦΟΒΟΙ ΕΝΟΠΛΟΥ ΡΗΞΕΩΣ — [99, 1285, 532, 1310]
col2-story-agrinion-body-e: ΑΓΡΙΝΙΟΝ, 4.— Εις ομιλίαν του προς τους κατοίκους της πόλεως ο κ. Γ. Αθανασιάδης-Νόβας εδήλωσεν ότι θεωρεί βεβαίαν την διενέργειαν εκλογών εντός του 1963, αι οποίαι θα είναι προς το συμφέρον του Θρόνου και της χώρας. — [889, 1146, 1011, 1246]
lottery-row — [751, 1646, 884, 1658]
col1-story-1-body-b: ΜΟΣΧΑ, 4. (Ρώυτερ).— Αι κύκλοι πληροφορούνται ότι ό Ρώσος πρωθυπουργός κ. Κρούστσεφ θά μεταβή εις Βερολίνον διά νά λάβη μέρος εις το συνέδριον του κόμματος της Ανατολικής Γερμανίας, το οποίον θά αρχίση τας εργασίας του την 15ην Ιανουαρίου. Οι αντικομμουνιστικοί κύκλοι σημειώνουν ότι πρόκειται περί της πρώτης επισκέψεως του κ. Κρούστσεφ εις Ανατολικόν Βερολίνον από του παρελθόντος έτους. Διπλωματικοί παρατηρηταί εκφράζουν την γνώμην ότι ο Σοβιετικός ηγέτης θα επαναλάβη τας απόψεις του περί μετατροπής του Βερολίνου εις ελευθέραν πόλιν υπό την εγγύησιν των Ηνωμένων Εθνών. Ο κ. Κρούστσεφ εις συνέντευξιν του προς αμερικανόν δημοσιογράφον ετόνισεν ότι η Σοβιετική Ένωσις δεν επιθυμεί την επιδείνωσιν της καταστάσεως. — [22, 640, 212, 830]
col1-story-1-body-f: ΜΟΣΧΑ, 4. (Ρώυτερ).— Αι κύκλοι πληροφορούνται ότι ό Ρώσος πρωθυπουργός κ. Κρούστσεφ θά μεταβή εις Βερολίνον διά νά λάβη μέρος εις το συνέδριον του κόμματος της Ανατολικής Γερμανίας, το οποίον θά αρχίση τας εργασίας του την 15ην Ιανουαρίου. Οι αντικομμουνιστικοί κύκλοι σημειώνουν ότι πρόκειται περί της πρώτης επισκέψεως του κ. Κρούστσεφ εις Ανατολικόν Βερολίνον από του παρελθόντος έτους. Διπλωματικοί παρατηρηταί εκφράζουν την γνώμην ότι ο Σοβιετικός ηγέτης θα επαναλάβη τας απόψεις του περί μετατροπής του Βερολίνου εις ελευθέραν πόλιν υπό την εγγύησιν των Ηνωμένων Εθνών. Ο κ. Κρούστσεφ εις συνέντευξιν του προς αμερικανόν δημοσιογράφον ετόνισεν ότι η Σοβιετική Ένωσις δεν επιθυμεί την επιδείνωσιν της καταστάσεως. — [419, 472, 610, 663]
col3-subhead: ΣΥΣΚΕΨΙΣ ΕΙΣ ΠΑΛΜ ΜΠΗΤΣ — [1393, 1782, 1562, 1796]
lottery-number: 52711 — [751, 1669, 775, 1680]
col2-lottery-intro-text-c: ΑΘΗΝΑΙ, 4.— Κατά την σημερινήν κλήρωσιν του Εθνικού Λαχείου εκέρδισαν οι κάτωθι αριθμοί: — [625, 1680, 743, 1724]
col1-story-2-body-c: ΑΓΚΥΡΑ, 4. (Ρώυτερ).— Ο υπουργός Εξωτερικών της Τουρκίας κ. Ερκίν δήλωσεν σήμερον εις την Εθνοσυνέλευσιν ότι η κατάστασις εν Κύπρω είναι λίαν σοβαρά και ότι η Τουρκία θα ζητήση τη συγκρότησιν συσκέψεως μετά της Ελλάδος και της Αγγλίας διά την εξέτασιν του ζητήματος των χωριστών δήμων. Ο κ. Ερκίν ετόνισεν ότι η τουρκική κυβέρνησις θεωρεί την απόφασιν του Αρχιεπισκόπου Μακαρίου ως αντιβαίνουσαν εις το πνεύμα των συμφωνιών Ζυρίχης και Λονδίνου. ΛΕΥΚΩΣΙΑ, 4. (Ασσ. Πρες). Ο Αρχιεπίσκοπος Μακάριος εδήλωσεν ότι η κυβέρνησις της Δημοκρατίας θα εφαρμόση τα μέτρα εντός του πλαισίου του Συντάγματος. Οι τουρκοκύπριοι ηγέται απέρριψαν την απόφασιν. — [22, 1691, 212, 1858]
lottery-row — [751, 1728, 884, 1740]
col2-lottery — [625, 1587, 1011, 1842]
col3-subhead: ΥΠΟΦΙΑ ΤΟΥ ΚΕΝΤΡΟΥ — [1227, 712, 1365, 725]
col1-deck-4: Ἡ κυβέρνησις Ἀθηνῶν, κατά τήν Ἄγκυραν, δέν έπικροτεῖ τήν άπόφασιν τοῦ Μακαρίου ὅπως ἐντάξη αὐτούς εἰς τάς δημ. ὑπηρεσίας — [29, 1183, 594, 1271]
col3-story-radio-body: ΑΘΗΝΑΙ, 4.— Η απαράδεκτος κατάστασις, εις την οποίαν ευρίσκεται το κρατικόν ραδιόφωνον, αποτελεί αντικείμενον έντονων επικρίσεων εκ μέρους του Τύπου και του κοινού. Αι εκπομπαί του Εθνικού Ιδρύματος Ραδιοφωνίας προκαλούν αηδίαν εις τους ακροατάς λόγω της κομματικής προπαγάνδας και της ελλείψεως προγράμματος. Η Ένωσις Κέντρου ανεκοίνωσεν ότι θα φέρη το θέμα εις την Βουλήν, όπου θα ασκήση δριμύτατον έλεγχον. Ο αρμόδιος υφυπουργός κ. Γεροκωστόπουλος επεχείρησε να δικαιολογήση τας ανομίας, επικαλεσθείς τας τεχνικάς δυσχερείας του Ιδρύματος. Η αντιπολίτευσις όμως χαρακτηρίζει τας δικαιολογίας ως ανεπαρκείς και ζητεί την άμεσον αναδιοργάνωσιν του Ε.Ι.Ρ. και την απομάκρυνσιν του διευθυντού του. — [1029, 374, 1200, 587]
column-right — [1029, 0, 1563, 2331]
lottery-number: 45001 — [751, 1658, 775, 1668]
col2-story-fire — [625, 185, 1011, 726]
col1-story-2 — [22, 1318, 610, 2337]
col3-story-radio-body-h: ΑΘΗΝΑΙ, 4.— Η απαράδεκτος κατάστασις, εις την οποίαν ευρίσκεται το κρατικόν ραδιόφωνον, αποτελεί αντικείμενον έντονων επικρίσεων εκ μέρους του Τύπου και του κοινού. Αι εκπομπαί του Εθνικού Ιδρύματος Ραδιοφωνίας προκαλούν αηδίαν εις τους ακροατάς λόγω της κομματικής προπαγάνδας και της ελλείψεως προγράμματος. Η Ένωσις Κέντρου ανεκοίνωσεν ότι θα φέρη το θέμα εις την Βουλήν, όπου θα ασκήση δριμύτατον έλεγχον. Ο αρμόδιος υφυπουργός κ. Γεροκωστόπουλος επεχείρησε να δικαιολογήση τας ανομίας, επικαλεσθείς τας τεχνικάς δυσχερείας του Ιδρύματος. Η αντιπολίτευσις όμως χαρακτηρίζει τας δικαιολογίας ως ανεπαρκείς και ζητεί την άμεσον αναδιοργάνωσιν του Ε.Ι.Ρ. και την απομάκρυνσιν του διευθυντού του. — [1392, 771, 1563, 982]
lottery-row — [751, 1599, 884, 1611]
col3-story-nato-body: ΠΑΡΙΣΙΟΙ, 4. (Ασσ. Πρες).— Ο Πρόεδρος της Γαλλίας στρατηγός Ντε Γκώλ ζητεί όπως οι πύραυλοι «Πολάρις» ενσωματωθούν εις τας δυνάμεις του ΝΑΤΟ και να μη παραχωρηθούν απ' ευθείας εις την Αγγλίαν και την Γαλλίαν. Ο Γενικός Γραμματεύς του ΝΑΤΟ κ. Στίκκερ μετέβη εις την Βόννην, όπου συνωμίλησε με τον Καγκελλάριον κ. Αντενάουερ επί των προβλημάτων της συμμαχικής αμύνης. Εν τω μεταξύ ανεκοινώθη ότι θα διεξαχθή μεγάλη αεροπορική άσκησις των δυνάμεων του ΝΑΤΟ εις την Ευρώπην. ΟΤΤΑΒΑ, 4. (Ασσ. Πρες).— Ο Καναδάς εξετάζει την αποδοχήν πυρηνικών όπλων. — [1029, 1596, 1200, 1764]
lottery-number: 85200 — [783, 1705, 808, 1715]
col2-box-adenauer: Ο ΚΟΝΡΑΝΤ ΑΝΤΕΝΑΟΥΕΡ ΕΟΡΤΑΖΕΙ ΣΗΜΕΡΟΝ ΤΗΝ 87ΗΝ ΕΠΕΤΕΙΟΝ ΤΩΝ ΓΕΝΝΕΘΛΙΩΝ ΤΟΥ ΔΙΑ ΤΕΛΕΥΤΑΙΑΝ ΦΟΡΑΝ ΩΣ ΚΑΓΚΕΛΛΑΡΙΟΣ — [632, 737, 1004, 785]
col2-story-dean-body-d: ΟΥΑΣΙΓΚΤΩΝ, 4. (Ρώυτερ).— Ο κ. Άρθουρ Ντην, επικεφαλής της αμερικανικής αντιπροσωπείας εις τας διαπραγματεύσεις της Γενεύης περί αφοπλισμού, υπέβαλε την παραίτησίν του εις τον Πρόεδρον Κέννεντυ. — [889, 1392, 1011, 1481]
lottery-number — [851, 1775, 884, 1787]
col1-story-2-body: ΑΓΚΥΡΑ, 4. (Ρώυτερ).— Ο υπουργός Εξωτερικών της Τουρκίας κ. Ερκίν δήλωσεν σήμερον εις την Εθνοσυνέλευσιν ότι η κατάστασις εν Κύπρω είναι λίαν σοβαρά και ότι η Τουρκία θα ζητήση τη συγκρότησιν συσκέψεως μετά της Ελλάδος και της Αγγλίας διά την εξέτασιν του ζητήματος των χωριστών δήμων. Ο κ. Ερκίν ετόνισεν ότι η τουρκική κυβέρνησις θεωρεί την απόφασιν του Αρχιεπισκόπου Μακαρίου ως αντιβαίνουσαν εις το πνεύμα των συμφωνιών Ζυρίχης και Λονδίνου. ΛΕΥΚΩΣΙΑ, 4. (Ασσ. Πρες). Ο Αρχιεπίσκοπος Μακάριος εδήλωσεν ότι η κυβέρνησις της Δημοκρατίας θα εφαρμόση τα μέτρα εντός του πλαισίου του Συντάγματος. Οι τουρκοκύπριοι ηγέται απέρριψαν την απόφασιν. — [22, 1318, 212, 1484]
lottery-number: 77153 — [850, 1693, 875, 1704]
col3-deck-2: ΤΟ ΚΕΝΤΡΟΝ ΦΕΡΕΙ ΤΟ ΘΕΜΑ ΕΙΣ ΤΗΝ ΒΟΥΛΗΝ ΟΠΟΥ ΘΑ ΑΣΚΗΣΗ ΔΡΙΜΥΤΑΤΟΝ ΕΛΕΓΧΟΝ — [1037, 273, 1555, 320]
lottery-row — [751, 1787, 884, 1799]
lottery-number: 68973 — [751, 1693, 775, 1704]
col3-subhead: Ο ΣΤΙΚΚΕΡ ΕΙΣ ΒΟΝΝΗΝ — [1043, 1769, 1187, 1783]
col1-story-1-body-g: ΜΟΣΧΑ, 4. (Ρώυτερ).— Αι κύκλοι πληροφορούνται ότι ό Ρώσος πρωθυπουργός κ. Κρούστσεφ θά μεταβή εις Βερολίνον διά νά λάβη μέρος εις το συνέδριον του κόμματος της Ανατολικής Γερμανίας, το οποίον θά αρχίση τας εργασίας του την 15ην Ιανουαρίου. Οι αντικομμουνιστικοί κύκλοι σημειώνουν ότι πρόκειται περί της πρώτης επισκέψεως του κ. Κρούστσεφ εις Ανατολικόν Βερολίνον από του παρελθόντος έτους. Διπλωματικοί παρατηρηταί εκφράζουν την γνώμην ότι ο Σοβιετικός ηγέτης θα επαναλάβη τας απόψεις του περί μετατροπής του Βερολίνου εις ελευθέραν πόλιν υπό την εγγύησιν των Ηνωμένων Εθνών. Ο κ. Κρούστσεφ εις συνέντευξιν του προς αμερικανόν δημοσιογράφον ετόνισεν ότι η Σοβιετική Ένωσις δεν επιθυμεί την επιδείνωσιν της καταστάσεως. — [419, 681, 610, 871]
col1-subhead: ΤΑ ΑΛΛΑ ΜΕΛΗ — [468, 876, 562, 890]
lottery-number: 65599 — [783, 1587, 808, 1598]
col3-headline-polaris: Ἐνσωμάτωσιν τῶν «Πολάρις» — [1122, 1258, 1470, 1338]
lottery-number: 104088 — [816, 1728, 847, 1739]
lottery-number: 53597 — [816, 1669, 842, 1680]
col1-thin-2: ΚΑΤΑΣΤΑΣΙΝ Ο ΥΠΟΥΡΓΟΣ κ. ΕΡΚΙΝ — [112, 1143, 519, 1168]
lottery-number: 60102 — [751, 1587, 775, 1598]
col3-deck-1: ΑΙ ΕΚΠΟΜΠΑΙ ΤΟΥ ΠΡΟΚΑΛΟΥΝ ΑΗΔΙΑΝ ΚΑΙ ΕΞΟΡΓΙΖΟΥΝ ΕΙΣ ΒΑΘΜΟΝ ΑΦΑΝΤΑΣΤΟΝ — [1078, 207, 1514, 259]
lottery-number: 52785 — [751, 1764, 775, 1774]
col3-deck-5: Ὁ κ. Στίκκερ μετέβη εἰς τήν Βόννην καί συνωμίλησε μέ τόν κ. Ἀντενάουερ — [1065, 1512, 1527, 1567]
col3-story-radio-body-f: ΑΘΗΝΑΙ, 4.— Η απαράδεκτος κατάστασις, εις την οποίαν ευρίσκεται το κρατικόν ραδιόφωνον, αποτελεί αντικείμενον έντονων επικρίσεων εκ μέρους του Τύπου και του κοινού. Αι εκπομπαί του Εθνικού Ιδρύματος Ραδιοφωνίας προκαλούν αηδίαν εις τους ακροατάς λόγω της κομματικής προπαγάνδας και της ελλείψεως προγράμματος. Η Ένωσις Κέντρου ανεκοίνωσεν ότι θα φέρη το θέμα εις την Βουλήν, όπου θα ασκήση δριμύτατον έλεγχον. Ο αρμόδιος υφυπουργός κ. Γεροκωστόπουλος επεχείρησε να δικαιολογήση τας ανομίας, επικαλεσθείς τας τεχνικάς δυσχερείας του Ιδρύματος. Η αντιπολίτευσις όμως χαρακτηρίζει τας δικαιολογίας ως ανεπαρκείς και ζητεί την άμεσον αναδιοργάνωσιν του Ε.Ι.Ρ. και την απομάκρυνσιν του διευθυντού του. — [1210, 374, 1563, 973]
col3-story-nato-body-e: ΠΑΡΙΣΙΟΙ, 4. (Ασσ. Πρες).— Ο Πρόεδρος της Γαλλίας στρατηγός Ντε Γκώλ ζητεί όπως οι πύραυλοι «Πολάρις» ενσωματωθούν εις τας δυνάμεις του ΝΑΤΟ και να μη παραχωρηθούν απ' ευθείας εις την Αγγλίαν και την Γαλλίαν. Ο Γενικός Γραμματεύς του ΝΑΤΟ κ. Στίκκερ μετέβη εις την Βόννην, όπου συνωμίλησε με τον Καγκελλάριον κ. Αντενάουερ επί των προβλημάτων της συμμαχικής αμύνης. Εν τω μεταξύ ανεκοινώθη ότι θα διεξαχθή μεγάλη αεροπορική άσκησις των δυνάμεων του ΝΑΤΟ εις την Ευρώπην. ΟΤΤΑΒΑ, 4. (Ασσ. Πρες).— Ο Καναδάς εξετάζει την αποδοχήν πυρηνικών όπλων. — [1392, 1596, 1563, 1764]
lottery-number: 109753 — [783, 1611, 813, 1621]
lottery-number: 32889 — [751, 1752, 775, 1763]
col1-headline-krushchev: Ο κ. ΚΡΟΥΣΤΣΕΦ ΘΑ ΜΕΤΑΒΗ ΕΙΣ ΒΕΡΟΛΙΝΟΝ — [68, 40, 564, 141]
col2-box-athanasiadis: Ο κ. ΑΘΑΝΑΣΙΑΔΗΣ—ΝΟΒΑΣ ΕΔΗΛΩΣΕΝ ΕΙΣ ΑΓΡΙΝΙΟΝ ΟΤΙ ΠΡΟΒΛΕΠΕΙ ΕΚΛΟΓΑΣ ΕΝΤΟΣ ΤΟΥ 1963 ΠΡΟΣ ΤΟ ΣΥΜΦΕΡΟΝ ΤΟΥ ΘΡΟΝΟΥ ΚΑΙ ΤΗΣ ΧΩΡΑΣ — [634, 1021, 1003, 1068]
lottery-number: 27985 — [783, 1634, 808, 1645]
col1-story-2-body-g: ΑΓΚΥΡΑ, 4. (Ρώυτερ).— Ο υπουργός Εξωτερικών της Τουρκίας κ. Ερκίν δήλωσεν σήμερον εις την Εθνοσυνέλευσιν ότι η κατάστασις εν Κύπρω είναι λίαν σοβαρά και ότι η Τουρκία θα ζητήση τη συγκρότησιν συσκέψεως μετά της Ελλάδος και της Αγγλίας διά την εξέτασιν του ζητήματος των χωριστών δήμων. Ο κ. Ερκίν ετόνισεν ότι η τουρκική κυβέρνησις θεωρεί την απόφασιν του Αρχιεπισκόπου Μακαρίου ως αντιβαίνουσαν εις το πνεύμα των συμφωνιών Ζυρίχης και Λονδίνου. ΛΕΥΚΩΣΙΑ, 4. (Ασσ. Πρες). Ο Αρχιεπίσκοπος Μακάριος εδήλωσεν ότι η κυβέρνησις της Δημοκρατίας θα εφαρμόση τα μέτρα εντός του πλαισίου του Συντάγματος. Οι τουρκοκύπριοι ηγέται απέρριψαν την απόφασιν. — [419, 1318, 610, 1484]
lottery-number: 41019 — [850, 1752, 875, 1763]
lottery-row — [751, 1775, 884, 1787]
col2-story-fire-body-d: ΑΘΗΝΑΙ, 4.— Εις την παραλίαν του Ασπροπύργου, εις απόστασιν ολίγων μέτρων από του διυλιστηρίου, όπου αι εγκαταστάσεις της εταιρείας «Πετρογκάζ», εξερράγη την 7.30' μ.μ. εκ αγνώστου αιτίας πυρκαϊά, ήτις εντός ολίγου προσέλαβε μεγάλην έκτασιν. Αι φλόγες συνοδευόμεναι από ισχυράς εκρήξεις ανυψώθησαν εις ύψος πολλών μέτρων, προκαλέσασαι πανικόν εις τους κατοίκους της περιοχής. Εις τον τόπον έσπευσαν οχήματα της Πυροσβεστικής Υπηρεσίας, άτινα μετά πολύωρον αγώνα κατώρθωσαν να εντοπίσουν το πυρ εις εν τολλ των αποθηκών. Ουδείς των εργατών ευρίσκετο εις τας εγκαταστάσεις κατά την ώραν της εκρήξεως. Αι ζημίαι υπολογίζονται εις 5.000.000 δραχμάς. Η αστυνομία ερευνά τα αίτια της πυρκαϊάς. — [757, 185, 1011, 647]
